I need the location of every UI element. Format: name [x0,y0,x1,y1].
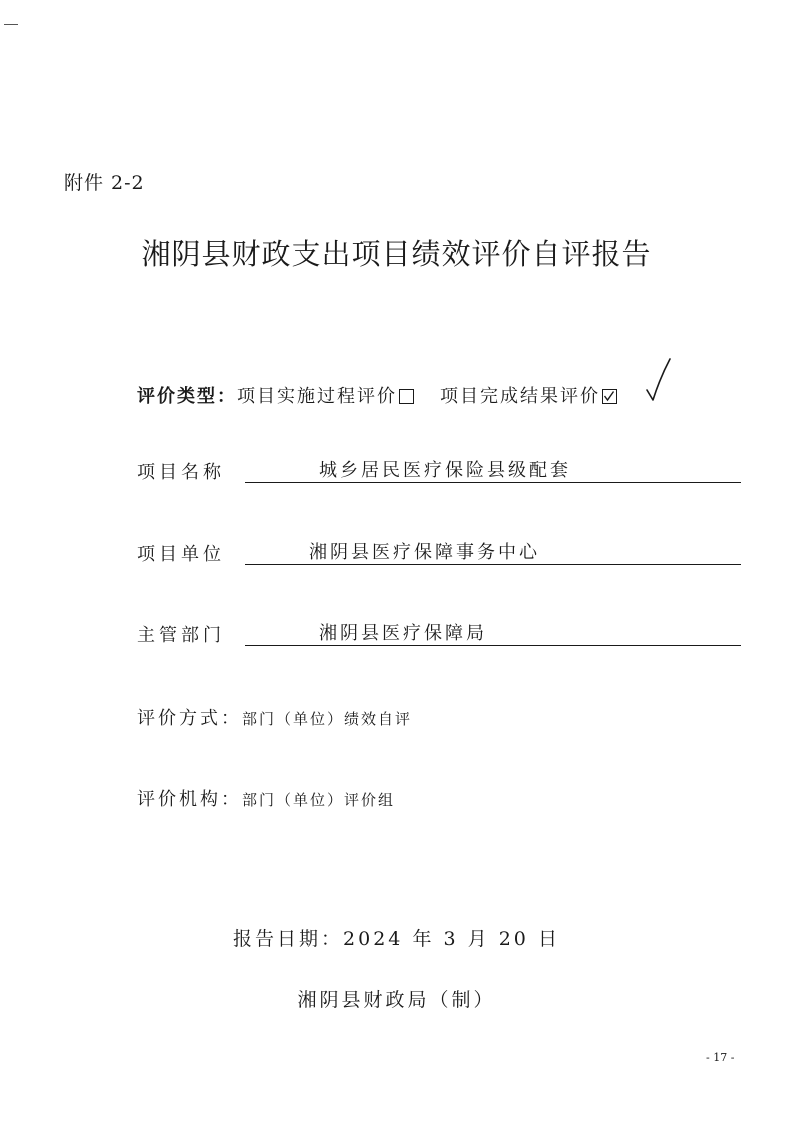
report-month: 3 [443,928,459,950]
report-date [0,924,793,951]
project-name-row [137,456,741,486]
attachment-label: 附件 2-2 [64,172,145,194]
project-name-value: 城乡居民医疗保险县级配套 [319,460,571,481]
evaluation-method-label: 评价方式： [137,708,242,729]
evaluation-agency-value: 部门（单位）评价组 [242,791,396,809]
department-value: 湘阴县医疗保障局 [319,623,487,644]
report-year-unit: 年 [412,928,435,950]
department-field [245,619,741,646]
department-row [137,619,741,649]
project-unit-label: 项目单位 [137,544,225,565]
project-name-label: 项目名称 [137,462,225,483]
evaluation-agency-row [137,785,395,811]
department-label: 主管部门 [137,625,225,646]
project-name-field [245,456,741,483]
evaluation-method-row [137,704,412,730]
option-process-checkbox[interactable] [399,389,414,404]
option-result-checkbox[interactable] [602,389,617,404]
evaluation-agency-label: 评价机构： [137,789,242,810]
scan-mark [4,24,18,25]
report-year: 2024 [343,928,404,950]
issuer-label: 湘阴县财政局（制） [297,989,496,1011]
page-number: - 17 - [706,1051,735,1064]
evaluation-method-value: 部门（单位）绩效自评 [242,710,413,728]
document-title: 湘阴县财政支出项目绩效评价自评报告 [141,237,652,271]
report-day: 20 [498,928,529,950]
evaluation-type-label: 评价类型： [137,386,237,407]
project-unit-row [137,538,741,568]
project-unit-value: 湘阴县医疗保障事务中心 [309,542,540,563]
project-unit-field [245,538,741,565]
evaluation-type-row [137,382,617,408]
option-process-label: 项目实施过程评价 [237,386,397,407]
report-month-unit: 月 [467,928,490,950]
report-day-unit: 日 [537,928,560,950]
report-date-label: 报告日期： [233,928,344,950]
check-mark-icon [640,356,674,408]
option-result-label: 项目完成结果评价 [440,386,600,407]
